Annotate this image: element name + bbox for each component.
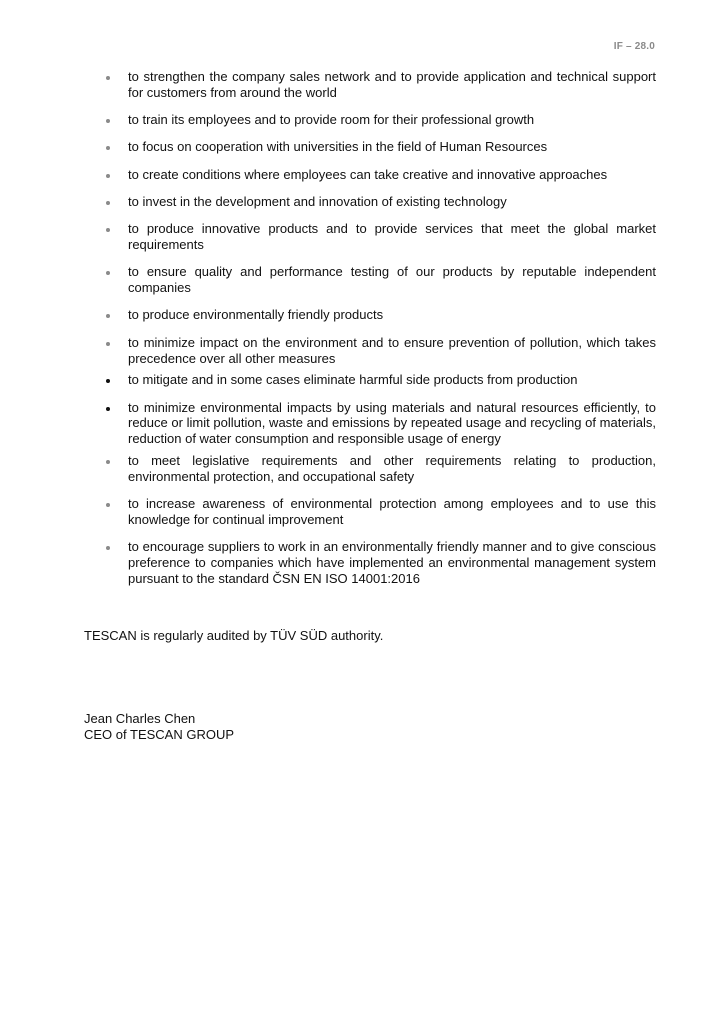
audit-note: TESCAN is regularly audited by TÜV SÜD authority. bbox=[84, 628, 384, 643]
bullet-icon bbox=[106, 119, 110, 123]
list-item-text: to minimize impact on the environment and to ensure prevention of pollution, which takes precedence over all other measures bbox=[128, 334, 656, 366]
list-item-text: to produce environmentally friendly products bbox=[128, 307, 384, 323]
list-item bbox=[100, 112, 656, 128]
list-item bbox=[100, 194, 656, 210]
list-item bbox=[100, 264, 656, 296]
list-item-text: to mitigate and in some cases eliminate harmful side products from production bbox=[128, 372, 578, 388]
list-item-text: to increase awareness of environmental protection among employees and to use this knowledge for continual improvement bbox=[128, 496, 656, 527]
list-item-text: to invest in the development and innovation of existing technology bbox=[128, 193, 507, 209]
list-item-text: to focus on cooperation with universities in the field of Human Resources bbox=[128, 139, 548, 155]
list-item-text: to meet legislative requirements and other requirements relating to production, environmental protection, and occupational safety bbox=[128, 453, 656, 484]
bullet-icon bbox=[106, 271, 110, 275]
signature-block bbox=[84, 711, 234, 743]
signatory-title: CEO of TESCAN GROUP bbox=[84, 727, 235, 742]
list-item bbox=[100, 496, 656, 528]
bullet-icon bbox=[106, 201, 110, 205]
list-item-text: to strengthen the company sales network and to provide application and technical support for customers from around the world bbox=[128, 69, 656, 100]
list-item bbox=[100, 335, 656, 367]
bullet-icon bbox=[106, 146, 110, 150]
list-item-text: to produce innovative products and to provide services that meet the global market requirements bbox=[128, 221, 656, 253]
list-item bbox=[100, 69, 656, 101]
list-item bbox=[100, 372, 656, 388]
bullet-icon bbox=[106, 407, 110, 411]
bullet-icon bbox=[106, 76, 110, 80]
list-item-text: to minimize environmental impacts by using materials and natural resources efficiently, to reduce or limit pollution, waste and emissions by repeated usage and recycling of materials, reduction of water consumption and responsible usage of energy bbox=[128, 399, 656, 447]
list-item-text: to create conditions where employees can take creative and innovative approaches bbox=[128, 166, 608, 182]
bullet-icon bbox=[106, 546, 110, 550]
bullet-icon bbox=[106, 342, 110, 346]
bullet-icon bbox=[106, 460, 110, 464]
policy-bullet-list bbox=[100, 69, 656, 598]
list-item bbox=[100, 221, 656, 253]
list-item bbox=[100, 307, 656, 323]
bullet-icon bbox=[106, 174, 110, 178]
list-item-text: to train its employees and to provide room for their professional growth bbox=[128, 112, 535, 128]
list-item bbox=[100, 453, 656, 485]
list-item bbox=[100, 539, 656, 586]
list-item bbox=[100, 400, 656, 447]
list-item-text: to encourage suppliers to work in an environmentally friendly manner and to give conscious preference to companies which have implemented an environmental management system pursuant to the standard ČSN EN ISO 14001:2016 bbox=[128, 539, 656, 586]
list-item-text: to ensure quality and performance testing of our products by reputable independent companies bbox=[128, 264, 656, 296]
bullet-icon bbox=[106, 503, 110, 507]
bullet-icon bbox=[106, 228, 110, 232]
bullet-icon bbox=[106, 314, 110, 318]
signatory-name: Jean Charles Chen bbox=[84, 711, 196, 726]
list-item bbox=[100, 167, 656, 183]
bullet-icon bbox=[106, 379, 110, 383]
document-code: IF – 28.0 bbox=[613, 41, 655, 52]
list-item bbox=[100, 139, 656, 155]
